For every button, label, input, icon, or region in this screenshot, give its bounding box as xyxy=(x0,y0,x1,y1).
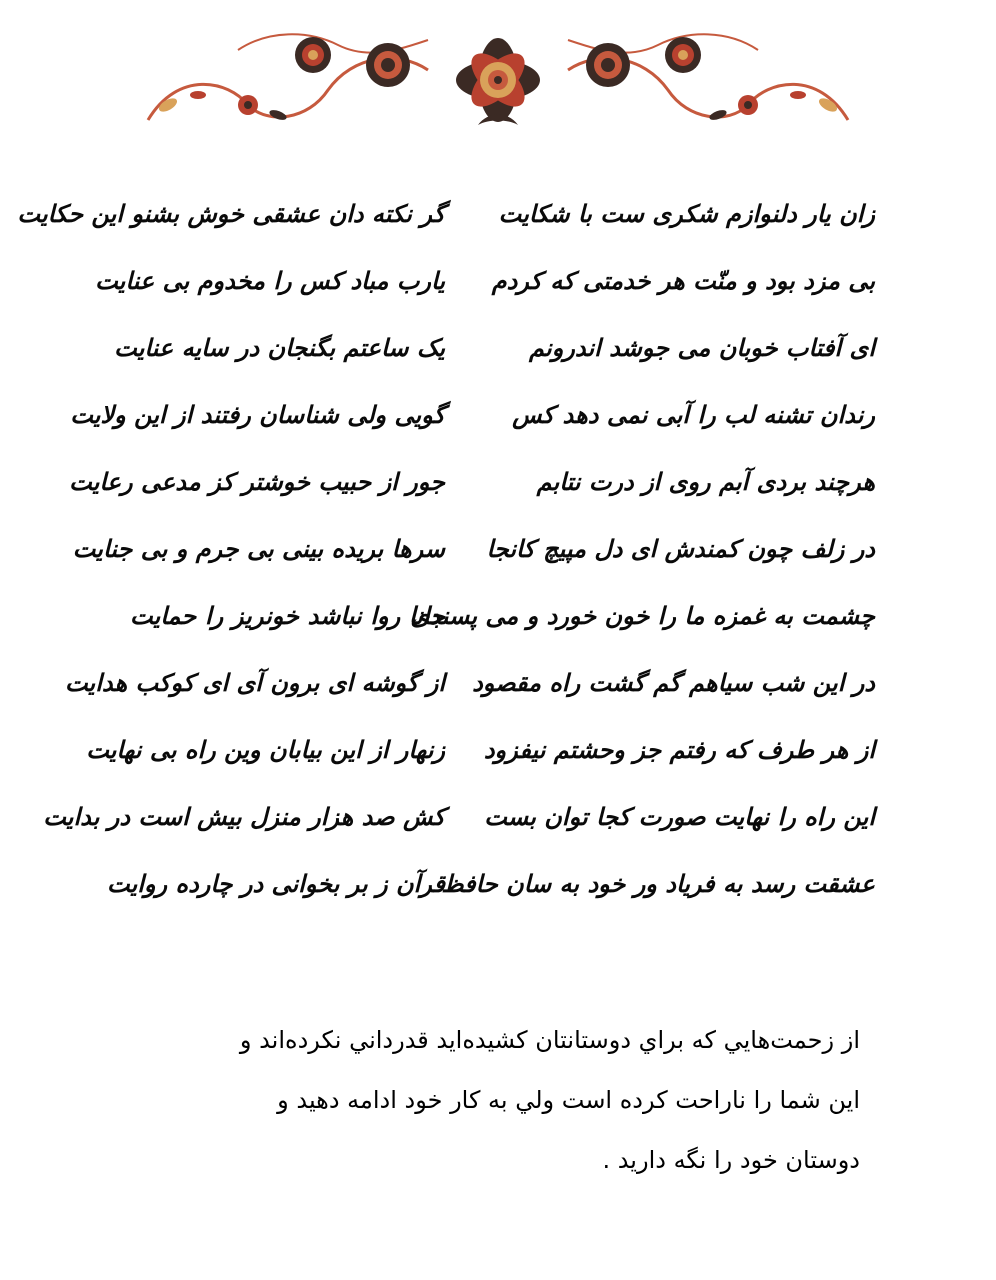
hemistich-right: بی مزد بود و منّت هر خدمتی که کردم xyxy=(491,266,875,295)
couplet xyxy=(17,180,875,247)
hemistich-left: زنهار از این بیابان وین راه بی نهایت xyxy=(86,735,445,764)
hemistich-right: در این شب سیاهم گم گشت راه مقصود xyxy=(472,668,875,697)
hemistich-right: عشقت رسد به فریاد ور خود به سان حافظ xyxy=(441,869,875,898)
couplet xyxy=(70,381,875,448)
hemistich-left: جور از حبیب خوشتر کز مدعی رعایت xyxy=(69,467,445,496)
hemistich-right: این راه را نهایت صورت کجا توان بست xyxy=(484,802,875,831)
hemistich-left: گویی ولی شناسان رفتند از این ولایت xyxy=(70,400,445,429)
hemistich-right: زان یار دلنوازم شکری ست با شکایت xyxy=(498,199,875,228)
hemistich-left: از گوشه ای برون آی ای کوکب هدایت xyxy=(64,668,445,697)
note-line: از زحمت‌هايي كه براي دوستانتان كشيده‌ايد قدرداني نكرده‌اند و xyxy=(239,1026,860,1054)
hemistich-right: رندان تشنه لب را آبی نمی دهد کس xyxy=(512,400,875,429)
hemistich-right: از هر طرف که رفتم جز وحشتم نیفزود xyxy=(483,735,875,764)
couplet xyxy=(130,582,875,649)
hemistich-right: در زلف چون کمندش ای دل مپیچ کانجا xyxy=(486,534,875,563)
couplet xyxy=(107,850,875,917)
hemistich-left: سرها بریده بینی بی جرم و بی جنایت xyxy=(72,534,445,563)
couplet xyxy=(95,247,875,314)
hemistich-left: گر نکته دان عشقی خوش بشنو این حکایت xyxy=(17,199,445,228)
hemistich-right: هرچند بردی آبم روی از درت نتابم xyxy=(536,467,875,496)
hemistich-left: قرآن ز بر بخوانی در چارده روایت xyxy=(107,869,445,898)
hemistich-left: یک ساعتم بگنجان در سایه عنایت xyxy=(114,333,445,362)
closing-note xyxy=(130,1010,860,1190)
couplet xyxy=(69,448,875,515)
poem xyxy=(17,180,875,917)
couplet xyxy=(43,783,875,850)
couplet xyxy=(64,649,875,716)
hemistich-right: چشمت به غمزه ما را خون خورد و می پسندی xyxy=(410,601,875,630)
couplet xyxy=(86,716,875,783)
note-line: دوستان خود را نگه داريد . xyxy=(602,1146,860,1174)
floral-arabesque-icon xyxy=(138,10,858,135)
note-line: اين شما را ناراحت كرده است ولي به كار خود ادامه دهيد و xyxy=(277,1086,860,1114)
hemistich-right: ای آفتاب خوبان می جوشد اندرونم xyxy=(529,333,875,362)
couplet xyxy=(72,515,875,582)
hemistich-left: جانا روا نباشد خونریز را حمایت xyxy=(130,601,445,630)
couplet xyxy=(114,314,875,381)
hemistich-left: کش صد هزار منزل بیش است در بدایت xyxy=(43,802,445,831)
hemistich-left: یارب مباد کس را مخدوم بی عنایت xyxy=(95,266,445,295)
